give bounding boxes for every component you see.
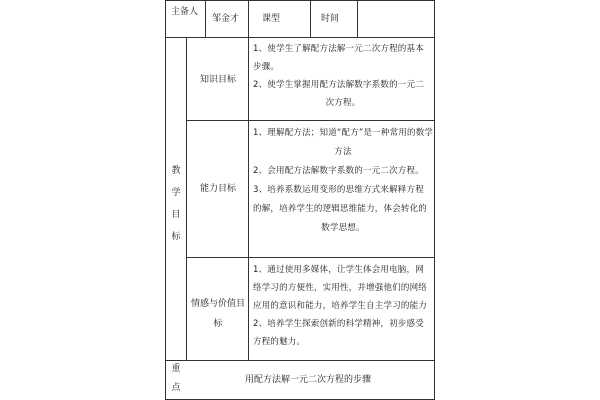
ability-item-3-line-3: 数学思想。: [321, 223, 365, 233]
teaching-goals-char: 教: [171, 166, 181, 176]
time-label: 时间: [321, 14, 340, 24]
goals-bottom-border: [165, 360, 435, 361]
ability-bottom-border: [186, 257, 435, 258]
header-divider-1: [205, 0, 206, 37]
ability-item-3-line-1: 3、培养系数运用变形的思维方式来解释方程: [253, 185, 424, 195]
ability-item-1-line-2: 方法: [334, 147, 352, 157]
knowledge-bottom-border: [186, 120, 435, 121]
preparer-name: 邹金才: [212, 14, 240, 24]
table-left-border: [165, 0, 166, 400]
preparer-label: 主备人: [171, 7, 199, 17]
attitude-item-1-line-1: 1、通过使用多媒体，让学生体会用电脑，网: [253, 265, 424, 275]
subcategory-divider: [248, 37, 249, 360]
header-divider-3: [310, 0, 311, 37]
knowledge-item-2-line-2: 次方程。: [325, 98, 361, 108]
knowledge-item-2-line-1: 2、使学生掌握用配方法解数字系数的一元二: [253, 80, 424, 90]
knowledge-item-1-line-2: 步骤。: [253, 62, 280, 72]
attitude-goals-content: [253, 261, 433, 351]
ability-item-1-line-1: 1、理解配方法；知道“配方”是一种常用的数学: [253, 128, 434, 138]
key-point-label: [169, 360, 183, 398]
attitude-item-1-line-3: 应用的意识和能力，培养学生自主学习的能力: [253, 301, 428, 311]
attitude-item-1-line-2: 络学习的方便性，实用性，并增强他们的网络: [253, 283, 428, 293]
ability-item-3-line-2: 的解，培养学生的逻辑思维能力，体会转化的: [253, 204, 428, 214]
teaching-goals-char: 学: [171, 188, 181, 198]
header-divider-2: [248, 0, 249, 37]
attitude-item-2-line-2: 方程的魅力。: [253, 337, 306, 347]
key-point-char: 点: [171, 383, 181, 393]
table-right-border: [434, 0, 435, 400]
key-point-char: 重: [171, 364, 181, 374]
ability-item-2-line-1: 2、会用配方法解数字系数的一元二次方程。: [253, 166, 424, 176]
knowledge-goals-label: 知识目标: [200, 75, 237, 85]
attitude-label-line-2: 标: [213, 319, 223, 329]
knowledge-goals-content: [253, 40, 433, 112]
key-point-content: 用配方法解一元二次方程的步骤: [245, 375, 372, 385]
header-divider-4: [357, 0, 358, 37]
teaching-goals-char: 标: [171, 232, 181, 242]
lesson-type-label: 课型: [262, 14, 281, 24]
ability-goals-label: 能力目标: [200, 184, 237, 194]
category-divider: [186, 37, 187, 360]
attitude-item-2-line-1: 2、培养学生探索创新的科学精神，初步感受: [253, 319, 424, 329]
attitude-goals-label: [189, 294, 247, 334]
header-bottom-border: [165, 37, 435, 38]
knowledge-item-1-line-1: 1、使学生了解配方法解一元二次方程的基本: [253, 44, 424, 54]
attitude-label-line-1: 情感与价值目: [190, 299, 245, 309]
teaching-goals-label: [169, 160, 183, 248]
ability-goals-content: [253, 124, 433, 238]
teaching-goals-char: 目: [171, 210, 181, 220]
